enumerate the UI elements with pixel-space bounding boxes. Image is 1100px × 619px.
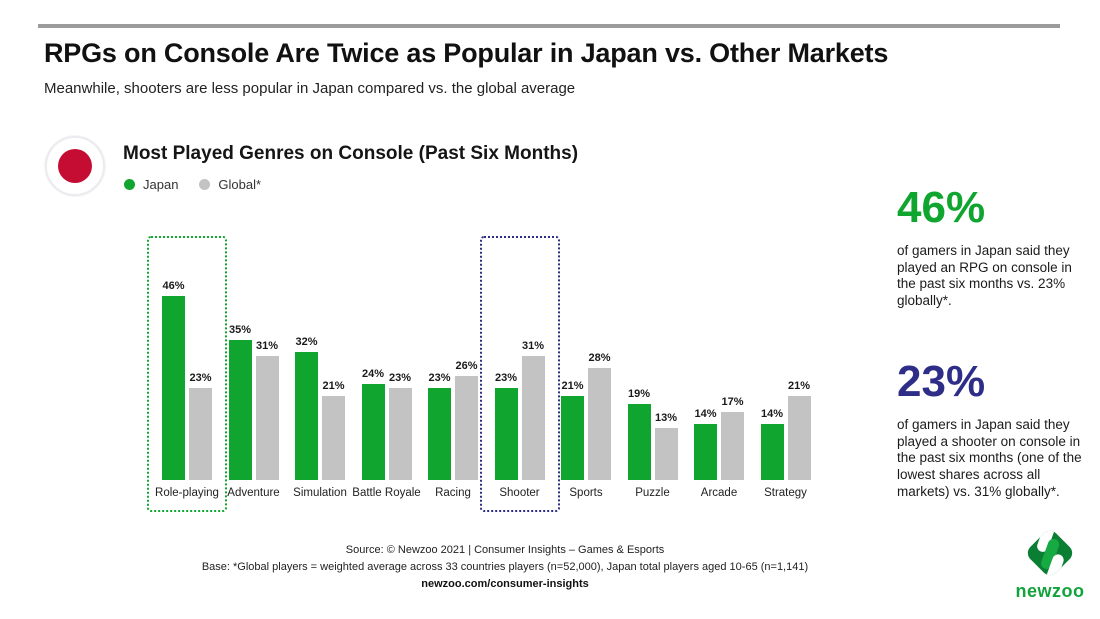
category-label: Racing [435, 487, 471, 499]
callout-rpg [897, 183, 1091, 310]
bar-value-label: 23% [189, 372, 212, 384]
bar-value-label: 32% [295, 336, 318, 348]
category-label: Shooter [499, 487, 540, 499]
callout-rpg-value: 46% [897, 183, 986, 232]
bar-value-label: 17% [721, 396, 744, 408]
category-label: Simulation [293, 487, 347, 499]
bar-value-label: 35% [228, 324, 252, 336]
highlight-box-role-playing [147, 236, 227, 512]
bar-global [788, 396, 811, 480]
page-title: RPGs on Console Are Twice as Popular in Japan vs. Other Markets [44, 38, 889, 68]
bar-value-label: 23% [428, 372, 451, 384]
callout-rpg-text: of gamers in Japan said they played an RPG on console in the past six months vs. 23% globally*. [897, 243, 1072, 309]
bar-group-racing [428, 240, 478, 499]
highlight-box-shooter [480, 236, 560, 512]
bar-value-label: 19% [627, 388, 651, 400]
bar-value-label: 21% [322, 380, 345, 392]
bar-group-sports [561, 240, 611, 499]
bar-value-label: 24% [361, 368, 385, 380]
category-label: Strategy [764, 487, 807, 499]
japan-flag-red-circle [58, 149, 92, 183]
bar-value-label: 23% [494, 372, 518, 384]
bar-value-label: 28% [588, 352, 611, 364]
callout-shooter-value: 23% [897, 357, 986, 406]
category-label: Puzzle [635, 487, 670, 499]
bar-group-arcade [694, 240, 744, 499]
bar-group-battle-royale [352, 240, 421, 499]
bar-value-label: 23% [388, 372, 412, 384]
category-label: Role-playing [155, 487, 219, 499]
legend-item-japan [124, 177, 178, 192]
callout-shooter [897, 357, 1091, 501]
bar-value-label: 21% [787, 380, 811, 392]
bar-value-label: 14% [760, 408, 784, 420]
bar-global [721, 412, 744, 480]
category-label: Battle Royale [352, 487, 421, 499]
bar-group-puzzle [627, 240, 678, 499]
bar-japan [561, 396, 584, 480]
bar-japan [761, 424, 784, 480]
newzoo-logo [1003, 526, 1097, 602]
bar-value-label: 14% [694, 408, 717, 420]
newzoo-logo-icon [1024, 526, 1076, 580]
bar-global [455, 376, 478, 480]
bar-global [389, 388, 412, 480]
bar-value-label: 31% [521, 340, 545, 352]
bar-japan [694, 424, 717, 480]
legend-item-global [199, 177, 261, 192]
page-subtitle: Meanwhile, shooters are less popular in Japan compared vs. the global average [44, 80, 576, 97]
bar-value-label: 21% [561, 380, 584, 392]
chart-title: Most Played Genres on Console (Past Six Months) [123, 143, 579, 164]
category-label: Adventure [227, 487, 280, 499]
bar-global [588, 368, 611, 480]
bar-value-label: 46% [162, 280, 185, 292]
bar-global [655, 428, 678, 480]
bar-japan [428, 388, 451, 480]
footer-link[interactable]: newzoo.com/consumer-insights [421, 578, 589, 590]
footer [150, 544, 860, 595]
bar-group-strategy [760, 240, 811, 499]
bar-japan [229, 340, 252, 480]
callout-shooter-text: of gamers in Japan said they played a shooter on console in the past six months (one of the lowest shares across all markets) vs. 31% globally*. [897, 417, 1082, 499]
footer-source: Source: © Newzoo 2021 | Consumer Insights – Games & Esports [345, 544, 665, 556]
legend-label-japan: Japan [143, 177, 179, 192]
chart-legend [124, 177, 261, 192]
bar-japan [295, 352, 318, 480]
bar-group-simulation [293, 240, 347, 499]
footer-base-note: Base: *Global players = weighted average across 33 countries players (n=52,000), Japan total players aged 10-65 (n=1,141) [201, 561, 809, 573]
newzoo-logo-text: newzoo [1015, 581, 1085, 601]
legend-dot-japan [124, 179, 135, 190]
top-divider [38, 24, 1060, 28]
bar-global [322, 396, 345, 480]
bar-value-label: 13% [654, 412, 678, 424]
legend-dot-global [199, 179, 210, 190]
japan-flag-icon [45, 136, 105, 196]
bar-chart [155, 240, 977, 499]
bar-value-label: 31% [255, 340, 279, 352]
category-label: Arcade [700, 487, 738, 499]
bar-global [256, 356, 279, 480]
bar-group-adventure [227, 240, 280, 499]
bar-japan [362, 384, 385, 480]
category-label: Sports [569, 487, 603, 499]
bar-value-label: 26% [455, 360, 478, 372]
legend-label-global: Global* [218, 177, 262, 192]
